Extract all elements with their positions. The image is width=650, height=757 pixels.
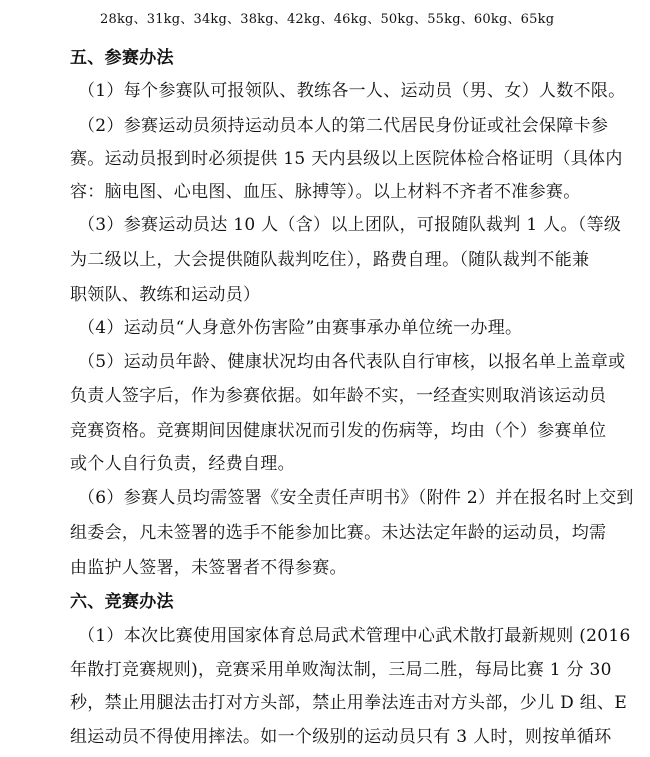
paragraph-line: （2）参赛运动员须持运动员本人的第二代居民身份证或社会保障卡参 (78, 116, 609, 136)
paragraph-line: 组运动员不得使用摔法。如一个级别的运动员只有 3 人时，则按单循环 (70, 727, 612, 747)
section-heading-competition-rules: 六、竞赛办法 (70, 592, 174, 612)
paragraph-line: （1）本次比赛使用国家体育总局武术管理中心武术散打最新规则 (2016 (78, 626, 631, 646)
section-heading-entry-rules: 五、参赛办法 (70, 48, 174, 68)
paragraph-line: 容：脑电图、心电图、血压、脉搏等）。以上材料不齐者不准参赛。 (70, 182, 581, 202)
paragraph-line: （6）参赛人员均需签署《安全责任声明书》（附件 2）并在报名时上交到 (78, 488, 634, 508)
paragraph-line: 负责人签字后，作为参赛依据。如年龄不实，一经查实则取消该运动员 (70, 386, 607, 406)
paragraph-line: （1）每个参赛队可报领队、教练各一人、运动员（男、女）人数不限。 (78, 81, 626, 101)
paragraph-line: 为二级以上，大会提供随队裁判吃住），路费自理。（随队裁判不能兼 (70, 250, 590, 270)
paragraph-line: 组委会，凡未签署的选手不能参加比赛。未达法定年龄的运动员，均需 (70, 523, 607, 543)
paragraph-line: 竞赛资格。竞赛期间因健康状况而引发的伤病等，均由（个）参赛单位 (70, 421, 607, 441)
paragraph-line: 职领队、教练和运动员） (70, 285, 261, 305)
paragraph-line: （4）运动员“人身意外伤害险”由赛事承办单位统一办理。 (78, 318, 523, 338)
paragraph-line: （3）参赛运动员达 10 人（含）以上团队，可报随队裁判 1 人。（等级 (78, 215, 622, 235)
paragraph-line: 或个人自行负责，经费自理。 (70, 454, 295, 474)
paragraph-line: 赛。运动员报到时必须提供 15 天内县级以上医院体检合格证明（具体内 (70, 149, 623, 169)
paragraph-line: 年散打竞赛规则)，竞赛采用单败淘汰制，三局二胜，每局比赛 1 分 30 (70, 660, 612, 680)
paragraph-line: 秒，禁止用腿法击打对方头部，禁止用拳法连击对方头部，少儿 D 组、E (70, 693, 628, 713)
paragraph-line: 由监护人签署，未签署者不得参赛。 (70, 558, 347, 578)
weight-classes-line: 28kg、31kg、34kg、38kg、42kg、46kg、50kg、55kg、60kg、65kg (100, 12, 555, 27)
paragraph-line: （5）运动员年龄、健康状况均由各代表队自行审核，以报名单上盖章或 (78, 352, 626, 372)
